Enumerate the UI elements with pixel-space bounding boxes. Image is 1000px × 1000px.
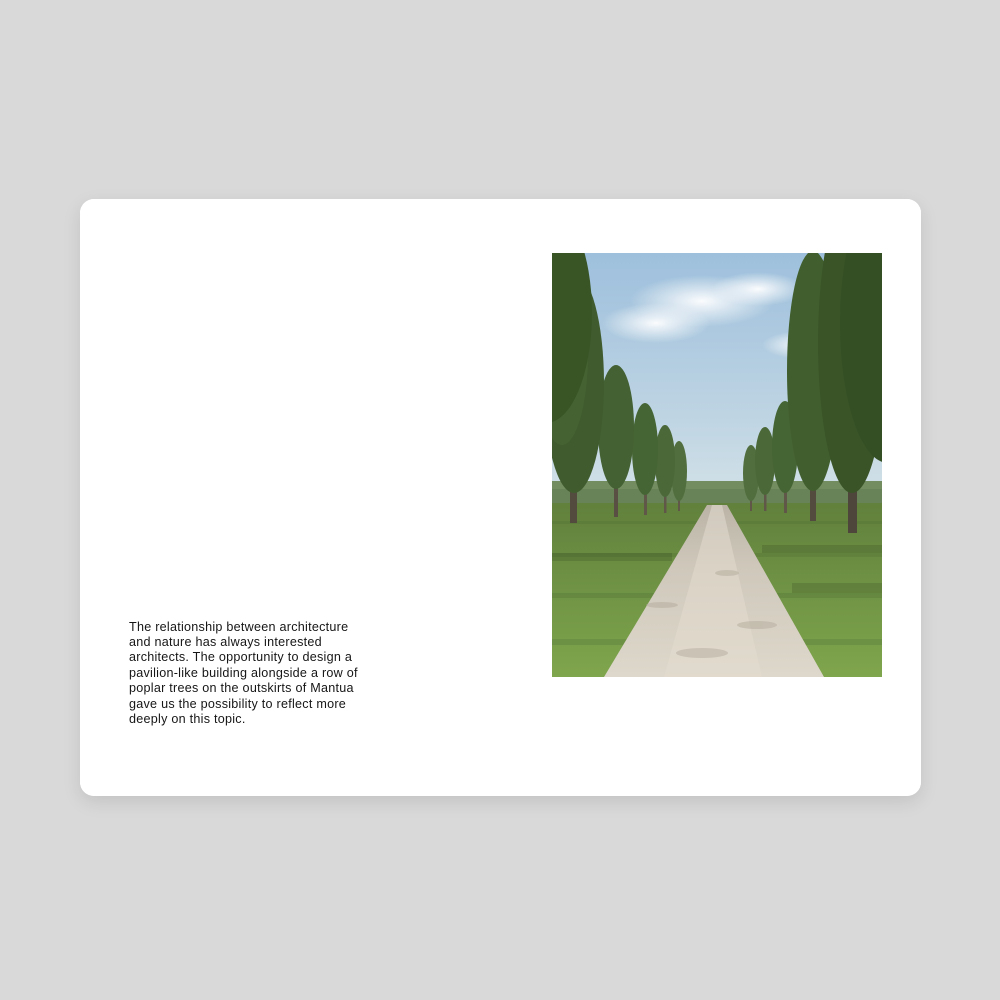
right-page [501, 199, 921, 796]
book-spread [80, 199, 921, 796]
photo-frame [552, 253, 882, 677]
body-paragraph: The relationship between architecture and nature has always interested architects. The opportunity to design a pavilion-like building alongside a row of poplar trees on the outskirts of Mantua gave us the possibility to reflect more deeply on this topic. [129, 619, 362, 726]
left-page [80, 199, 501, 796]
poplar-tree-lined-gravel-path-photo [552, 253, 882, 677]
